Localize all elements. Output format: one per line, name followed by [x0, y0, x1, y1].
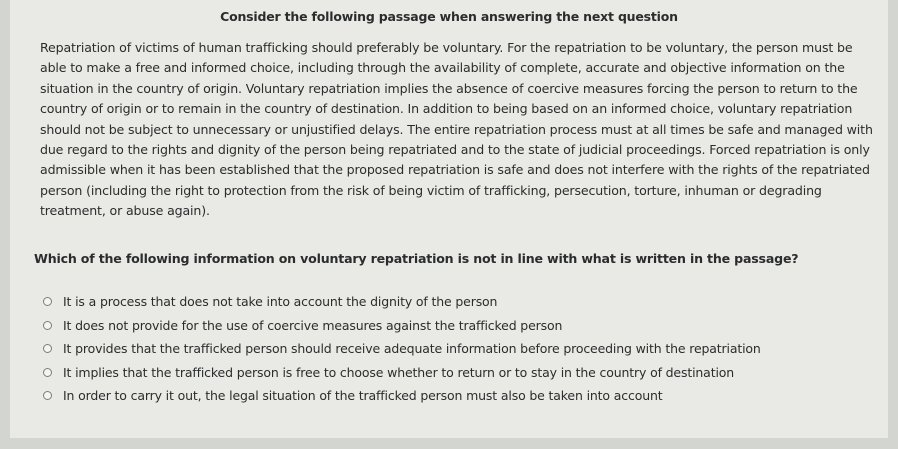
answer-option-4[interactable]: [43, 361, 873, 385]
answer-options: [43, 290, 873, 408]
instruction-heading: Consider the following passage when answering the next question: [220, 9, 678, 24]
radio-button[interactable]: [43, 391, 52, 400]
option-label: In order to carry it out, the legal situation of the trafficked person must also be taken into account: [63, 388, 663, 404]
option-label: It implies that the trafficked person is free to choose whether to return or to stay in the country of destination: [63, 364, 735, 380]
radio-button[interactable]: [43, 297, 52, 306]
answer-option-1[interactable]: [43, 290, 873, 314]
reading-passage: Repatriation of victims of human trafficking should preferably be voluntary. For the repatriation to be voluntary, the person must be able to make a free and informed choice, including through the availability of complete, accurate and objective information on the situation in the country of origin. Voluntary repatriation implies the absence of coercive measures forcing the person to return to the country of origin or to remain in the country of destination. In addition to being based on an informed choice, voluntary repatriation should not be subject to unnecessary or unjustified delays. The entire repatriation process must at all times be safe and managed with due regard to the rights and dignity of the person being repatriated and to the state of judicial proceedings. Forced repatriation is only admissible when it has been established that the proposed repatriation is safe and does not interfere with the rights of the repatriated person (including the right to protection from the risk of being victim of trafficking, persecution, torture, inhuman or degrading treatment, or abuse again).: [40, 40, 873, 219]
radio-button[interactable]: [43, 344, 52, 353]
option-label: It is a process that does not take into account the dignity of the person: [63, 294, 498, 310]
answer-option-5[interactable]: [43, 384, 873, 408]
radio-button[interactable]: [43, 321, 52, 330]
question-text: Which of the following information on voluntary repatriation is not in line with what is written in the passage?: [34, 251, 799, 266]
answer-option-3[interactable]: [43, 337, 873, 361]
question-card: [10, 0, 888, 438]
radio-button[interactable]: [43, 368, 52, 377]
option-label: It does not provide for the use of coercive measures against the trafficked person: [63, 317, 563, 333]
option-label: It provides that the trafficked person should receive adequate information before proceeding with the repatriation: [63, 341, 761, 357]
answer-option-2[interactable]: [43, 314, 873, 338]
